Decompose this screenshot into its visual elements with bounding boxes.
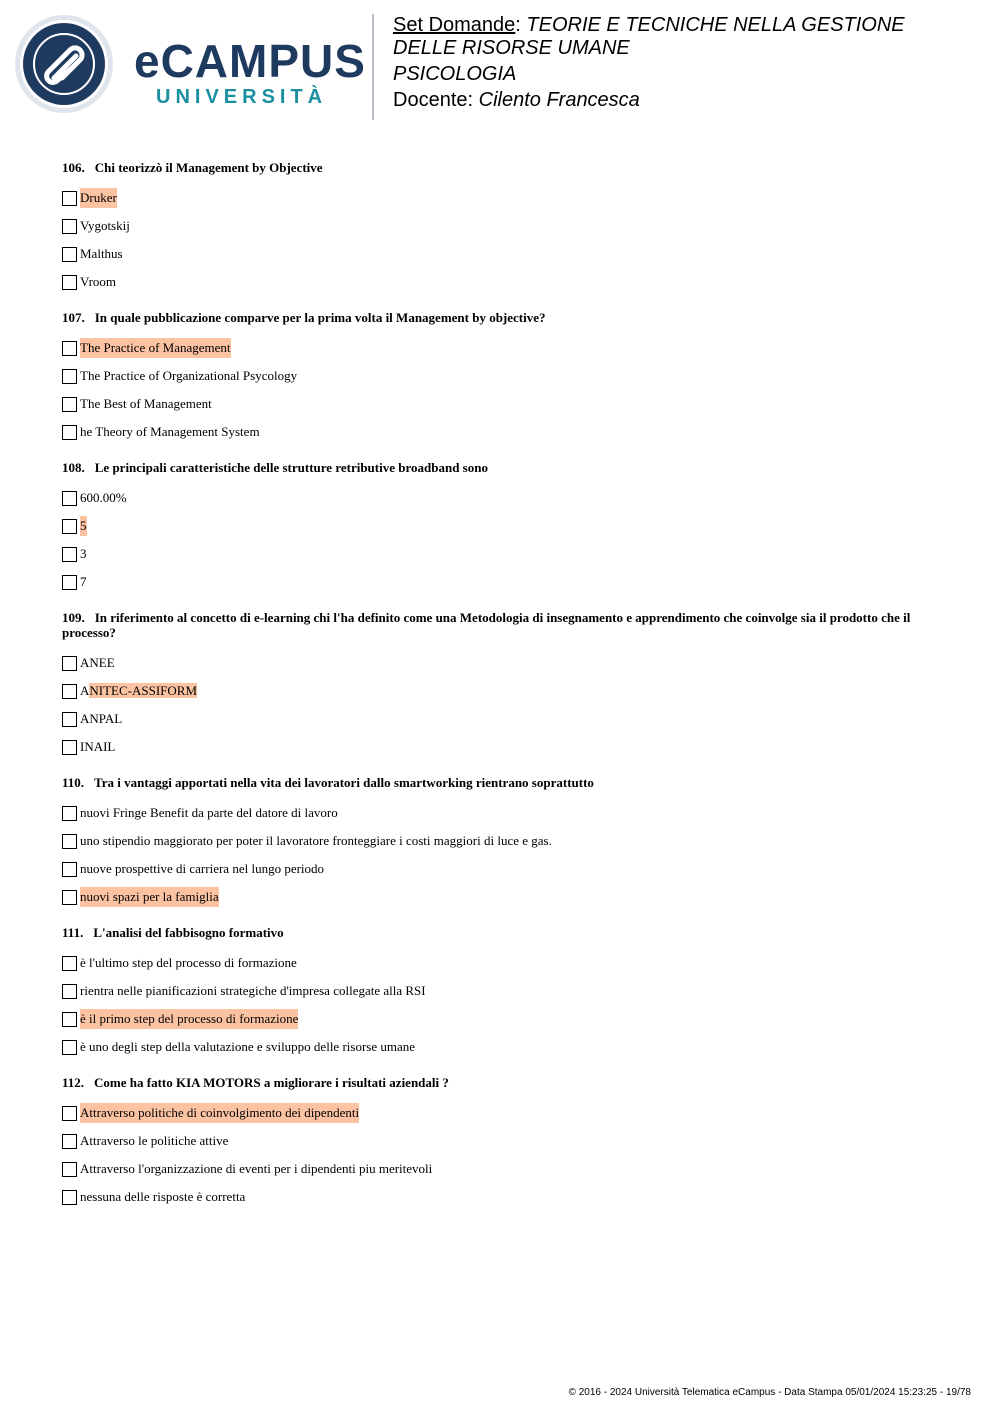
ecampus-wordmark xyxy=(134,35,366,114)
checkbox-icon[interactable] xyxy=(62,806,77,821)
question-block xyxy=(62,1075,942,1211)
checkbox-icon[interactable] xyxy=(62,191,77,206)
checkbox-icon[interactable] xyxy=(62,219,77,234)
checkbox-icon[interactable] xyxy=(62,862,77,877)
answer-option[interactable] xyxy=(62,1099,942,1127)
question-title xyxy=(62,1075,942,1090)
subject: PSICOLOGIA xyxy=(393,63,517,85)
answer-text: 3 xyxy=(80,546,87,561)
answer-option[interactable] xyxy=(62,1033,942,1061)
answer-prefix: A xyxy=(80,683,90,698)
answer-option[interactable] xyxy=(62,1155,942,1183)
question-block xyxy=(62,925,942,1061)
answer-text: Vroom xyxy=(80,274,117,289)
checkbox-icon[interactable] xyxy=(62,740,77,755)
checkbox-icon[interactable] xyxy=(62,1012,77,1027)
answer-option[interactable] xyxy=(62,390,942,418)
answer-text: Malthus xyxy=(80,246,123,261)
answer-option[interactable] xyxy=(62,949,942,977)
answer-option[interactable] xyxy=(62,733,942,761)
logo-sub: UNIVERSITÀ xyxy=(156,86,328,108)
checkbox-icon[interactable] xyxy=(62,656,77,671)
answer-text: Vygotskij xyxy=(80,218,130,233)
answer-option[interactable] xyxy=(62,705,942,733)
question-number: 107. xyxy=(62,310,85,325)
question-text: In quale pubblicazione comparve per la prima volta il Management by objective? xyxy=(94,310,546,325)
checkbox-icon[interactable] xyxy=(62,575,77,590)
answer-text: 600.00% xyxy=(80,490,127,505)
answer-option[interactable] xyxy=(62,212,942,240)
answer-text-correct: è il primo step del processo di formazione xyxy=(80,1009,298,1029)
answer-option[interactable] xyxy=(62,827,942,855)
checkbox-icon[interactable] xyxy=(62,984,77,999)
answer-text-correct: Druker xyxy=(80,188,117,208)
docente-label: Docente: xyxy=(393,89,474,111)
answer-option[interactable] xyxy=(62,268,942,296)
question-number: 109. xyxy=(62,610,85,625)
answer-option[interactable] xyxy=(62,855,942,883)
checkbox-icon[interactable] xyxy=(62,397,77,412)
answer-option[interactable] xyxy=(62,1127,942,1155)
answer-text: nessuna delle risposte è corretta xyxy=(80,1189,246,1204)
checkbox-icon[interactable] xyxy=(62,275,77,290)
checkbox-icon[interactable] xyxy=(62,547,77,562)
answer-option[interactable] xyxy=(62,649,942,677)
answer-option[interactable] xyxy=(62,484,942,512)
answer-text xyxy=(80,681,197,701)
answer-highlight: NITEC-ASSIFORM xyxy=(89,683,198,698)
question-number: 112. xyxy=(62,1075,85,1090)
question-title xyxy=(62,460,942,475)
answer-text: The Practice of Organizational Psycology xyxy=(80,368,298,383)
checkbox-icon[interactable] xyxy=(62,890,77,905)
answer-option[interactable] xyxy=(62,184,942,212)
checkbox-icon[interactable] xyxy=(62,425,77,440)
answer-text: 7 xyxy=(80,574,87,589)
answer-text: INAIL xyxy=(80,739,116,754)
answer-text-correct: 5 xyxy=(80,516,87,536)
answer-text: Attraverso l'organizzazione di eventi per i dipendenti piu meritevoli xyxy=(80,1161,433,1176)
answer-text-correct: Attraverso politiche di coinvolgimento dei dipendenti xyxy=(80,1103,359,1123)
checkbox-icon[interactable] xyxy=(62,491,77,506)
question-text: Le principali caratteristiche delle strutture retributive broadband sono xyxy=(94,460,488,475)
answer-text: rientra nelle pianificazioni strategiche d'impresa collegate alla RSI xyxy=(80,983,426,998)
question-block xyxy=(62,160,942,296)
question-block xyxy=(62,310,942,446)
question-title xyxy=(62,160,942,175)
page-footer: © 2016 - 2024 Università Telematica eCampus - Data Stampa 05/01/2024 15:23:25 - 19/78 xyxy=(568,1387,971,1398)
answer-text: ANPAL xyxy=(80,711,123,726)
set-label: Set Domande xyxy=(393,14,516,36)
question-number: 110. xyxy=(62,775,85,790)
answer-option[interactable] xyxy=(62,240,942,268)
question-list xyxy=(62,160,942,1225)
answer-text: nuovi Fringe Benefit da parte del datore di lavoro xyxy=(80,805,338,820)
answer-option[interactable] xyxy=(62,883,942,911)
answer-text: è l'ultimo step del processo di formazione xyxy=(80,955,297,970)
answer-text-correct: nuovi spazi per la famiglia xyxy=(80,887,219,907)
answer-text: uno stipendio maggiorato per poter il lavoratore fronteggiare i costi maggiori di luce e gas. xyxy=(80,833,552,848)
answer-text: è uno degli step della valutazione e sviluppo delle risorse umane xyxy=(80,1039,416,1054)
checkbox-icon[interactable] xyxy=(62,519,77,534)
answer-text: Attraverso le politiche attive xyxy=(80,1133,229,1148)
header-info: Set Domande: TEORIE E TECNICHE NELLA GESTIONE DELLE RISORSE UMANE PSICOLOGIA Docente: Cilento Francesca xyxy=(393,14,905,111)
question-title xyxy=(62,610,942,640)
answer-option[interactable] xyxy=(62,1183,942,1211)
answer-text: The Best of Management xyxy=(80,396,212,411)
answer-text: nuove prospettive di carriera nel lungo periodo xyxy=(80,861,325,876)
question-block xyxy=(62,775,942,911)
checkbox-icon[interactable] xyxy=(62,1190,77,1205)
checkbox-icon[interactable] xyxy=(62,1134,77,1149)
ecampus-logo-icon xyxy=(14,14,114,114)
answer-option[interactable] xyxy=(62,362,942,390)
answer-option[interactable] xyxy=(62,1005,942,1033)
answer-option[interactable] xyxy=(62,568,942,596)
answer-option[interactable] xyxy=(62,977,942,1005)
answer-option[interactable] xyxy=(62,334,942,362)
question-text: Tra i vantaggi apportati nella vita dei lavoratori dallo smartworking rientrano soprattutto xyxy=(94,775,594,790)
question-text: Chi teorizzò il Management by Objective xyxy=(94,160,323,175)
question-text: In riferimento al concetto di e-learning chi l'ha definito come una Metodologia di insegnamento e apprendimento che coinvolge sia il prodotto che il processo? xyxy=(62,610,911,640)
answer-text: he Theory of Management System xyxy=(80,424,260,439)
question-title xyxy=(62,310,942,325)
checkbox-icon[interactable] xyxy=(62,1106,77,1121)
question-title xyxy=(62,775,942,790)
checkbox-icon[interactable] xyxy=(62,1040,77,1055)
docente-name: Cilento Francesca xyxy=(478,89,640,111)
answer-option[interactable] xyxy=(62,677,942,705)
question-text: Come ha fatto KIA MOTORS a migliorare i risultati aziendali ? xyxy=(94,1075,449,1090)
answer-option[interactable] xyxy=(62,418,942,446)
question-number: 108. xyxy=(62,460,85,475)
checkbox-icon[interactable] xyxy=(62,712,77,727)
course-title: TEORIE E TECNICHE NELLA GESTIONE DELLE RISORSE UMANE xyxy=(393,14,905,59)
question-block xyxy=(62,610,942,761)
answer-option[interactable] xyxy=(62,512,942,540)
answer-text: ANEE xyxy=(80,655,115,670)
question-block xyxy=(62,460,942,596)
page-header xyxy=(0,0,1000,135)
header-divider xyxy=(372,14,374,120)
answer-option[interactable] xyxy=(62,799,942,827)
logo-brand: eCAMPUS xyxy=(134,35,366,87)
checkbox-icon[interactable] xyxy=(62,684,77,699)
checkbox-icon[interactable] xyxy=(62,1162,77,1177)
question-number: 106. xyxy=(62,160,85,175)
question-number: 111. xyxy=(62,925,84,940)
answer-text-correct: The Practice of Management xyxy=(80,338,231,358)
checkbox-icon[interactable] xyxy=(62,834,77,849)
question-title xyxy=(62,925,942,940)
checkbox-icon[interactable] xyxy=(62,341,77,356)
question-text: L'analisi del fabbisogno formativo xyxy=(93,925,284,940)
answer-option[interactable] xyxy=(62,540,942,568)
checkbox-icon[interactable] xyxy=(62,956,77,971)
checkbox-icon[interactable] xyxy=(62,369,77,384)
checkbox-icon[interactable] xyxy=(62,247,77,262)
